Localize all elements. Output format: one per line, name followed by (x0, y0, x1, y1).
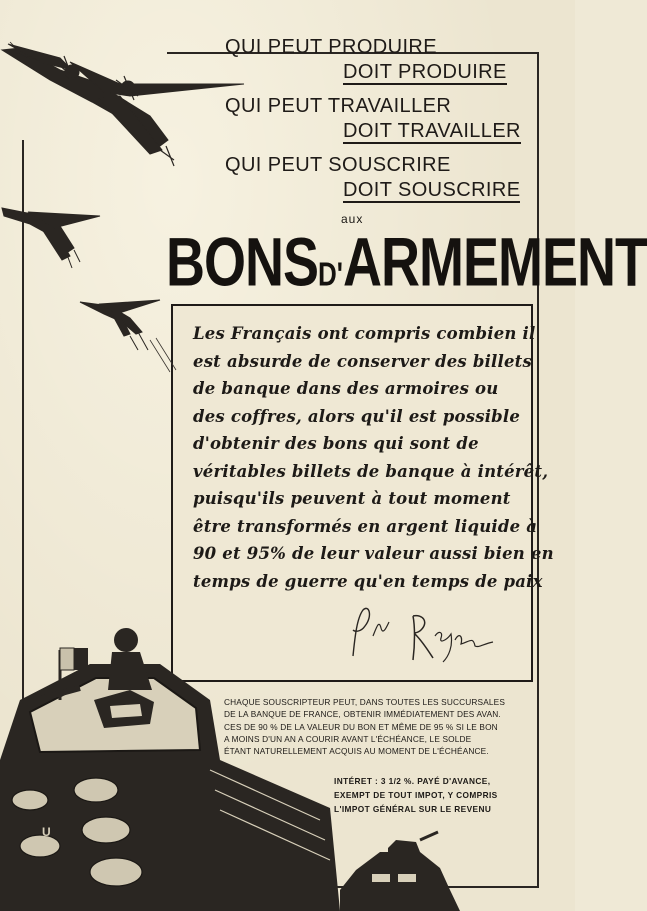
slogan-underline-3: DOIT SOUSCRIRE (343, 179, 521, 201)
quote-line: de banque dans des armoires ou (193, 379, 499, 398)
info-line: CES DE 90 % DE LA VALEUR DU BON ET MÊME DE 95 % SI LE BON (224, 721, 498, 732)
svg-text:U: U (42, 825, 51, 839)
interest-line: EXEMPT DE TOUT IMPOT, Y COMPRIS (334, 790, 498, 800)
info-line: A MOINS D'UN AN A COURIR AVANT L'ÉCHÉANCE, LE SOLDE (224, 733, 472, 744)
info-line: CHAQUE SOUSCRIPTEUR PEUT, DANS TOUTES LES SUCCURSALES (224, 697, 506, 707)
slogan-underline-1: DOIT PRODUIRE (343, 61, 507, 83)
interest-line: L'IMPOT GÉNÉRAL SUR LE REVENU (334, 804, 492, 814)
quote-line: temps de guerre qu'en temps de paix (193, 571, 543, 591)
quote-line: véritables billets de banque à intérêt, (193, 461, 549, 481)
quote-line: 90 et 95% de leur valeur aussi bien en (193, 544, 554, 563)
quote-line: Les Français ont compris combien il (193, 324, 536, 343)
quote-line: des coffres, alors qu'il est possible (193, 406, 521, 426)
airplane-small-illustration (80, 300, 160, 350)
quote-line: d'obtenir des bons qui sont de (193, 434, 479, 453)
title-part2: ARMEMENT (342, 224, 647, 301)
aux-label: aux (341, 212, 364, 226)
slogan-line-2: QUI PEUT TRAVAILLER (225, 95, 452, 117)
tank-small-illustration (340, 832, 460, 911)
slogan-line-3: QUI PEUT SOUSCRIRE (225, 154, 451, 176)
title-part1: BONS (166, 224, 319, 301)
info-line: DE LA BANQUE DE FRANCE, OBTENIR IMMÉDIATEMENT DES AVAN. (224, 709, 501, 720)
quote-line: puisqu'ils peuvent à tout moment (193, 489, 511, 508)
airplane-large-illustration (2, 42, 244, 166)
interest-line: INTÉRET : 3 1/2 %. PAYÉ D'AVANCE, (334, 776, 491, 786)
quote-line: être transformés en argent liquide à (193, 516, 538, 536)
tank-large-illustration (0, 628, 340, 911)
quote-line: est absurde de conserver des billets (193, 351, 532, 371)
airplane-medium-illustration (2, 208, 100, 268)
sky-hatching (150, 338, 176, 372)
slogan-underline-2: DOIT TRAVAILLER (343, 120, 521, 142)
title-connector: D' (318, 254, 343, 294)
info-line: ÉTANT NATURELLEMENT ACQUIS AU MOMENT DE L'ÉCHÉANCE. (224, 746, 489, 757)
slogan-line-1: QUI PEUT PRODUIRE (225, 36, 438, 58)
